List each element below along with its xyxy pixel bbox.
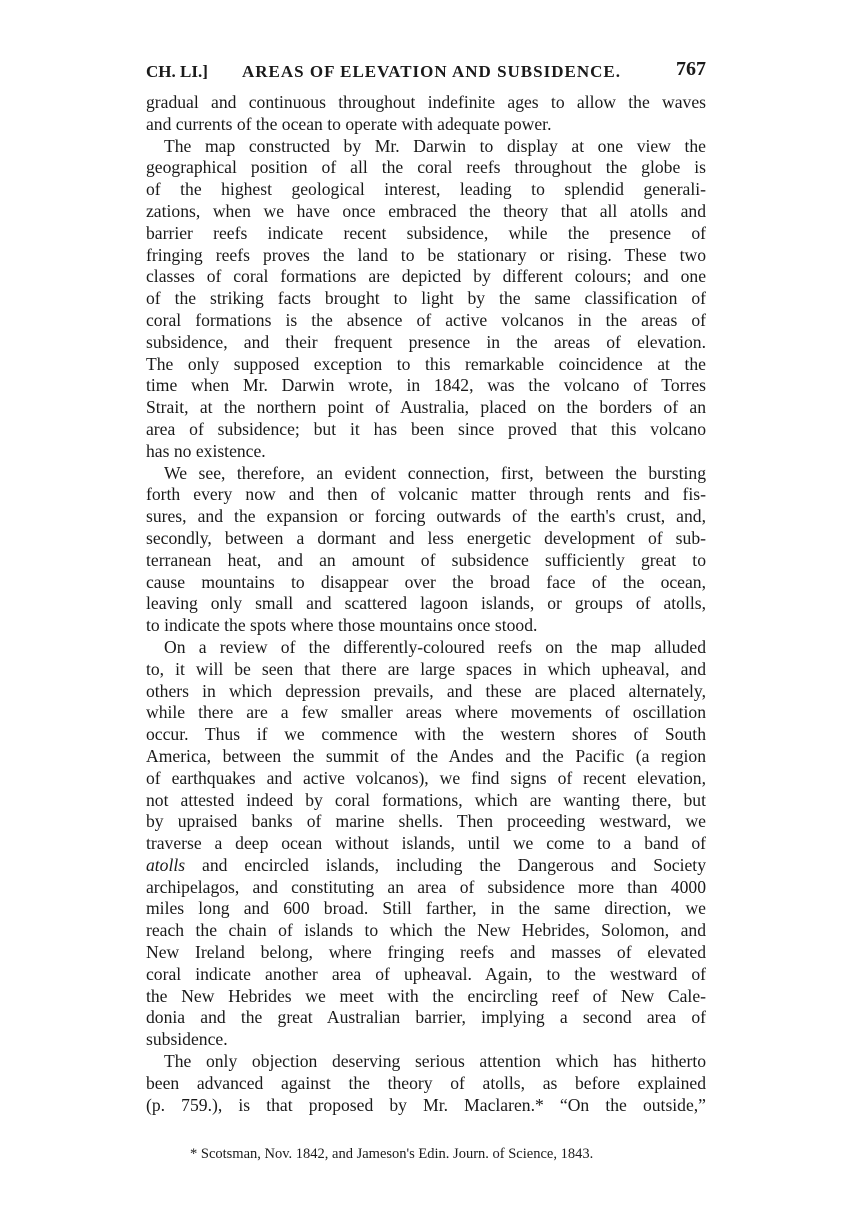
text-line: fringing reefs proves the land to be stationary or rising. These two [146,244,706,265]
text-line: The map constructed by Mr. Darwin to display at one view the [164,135,706,156]
text-line: gradual and continuous throughout indefinite ages to allow the waves [146,92,706,112]
text-line: reach the chain of islands to which the New Hebrides, Solomon, and [146,920,706,941]
text-line: zations, when we have once embraced the theory that all atolls and [146,200,706,221]
text-line: miles long and 600 broad. Still farther, in the same direction, we [146,898,706,919]
text-line: We see, therefore, an evident connection, first, between the bursting [164,462,706,483]
text-line: while there are a few smaller areas where movements of oscillation [146,702,706,723]
text-line: New Ireland belong, where fringing reefs and masses of elevated [146,942,706,963]
text-line: time when Mr. Darwin wrote, in 1842, was the volcano of Torres [146,375,706,396]
text-line: of earthquakes and active volcanos), we find signs of recent elevation, [146,767,706,788]
body-text [146,92,706,1116]
text-line: On a review of the differently-coloured reefs on the map alluded [164,636,706,657]
text-line: subsidence, and their frequent presence in the areas of elevation. [146,331,706,352]
text-line: area of subsidence; but it has been since proved that this volcano [146,418,706,439]
text-line: to, it will be seen that there are large spaces in which upheaval, and [146,658,706,679]
text-line: sures, and the expansion or forcing outwards of the earth's crust, and, [146,506,706,527]
page-number: 767 [676,58,706,80]
text-line: others in which depression prevails, and these are placed alternately, [146,680,706,701]
text-line: barrier reefs indicate recent subsidence, while the presence of [146,222,706,243]
italic-term: atolls [146,854,186,875]
text-line: coral formations is the absence of active volcanos in the areas of [146,309,706,330]
text-line: coral indicate another area of upheaval. Again, to the westward of [146,963,706,984]
text-line: The only objection deserving serious attention which has hitherto [164,1051,706,1072]
text-line: forth every now and then of volcanic matter through rents and fis- [146,484,706,505]
text-line: geographical position of all the coral reefs throughout the globe is [146,157,706,178]
text-line: donia and the great Australian barrier, implying a second area of [146,1007,706,1028]
chapter-label: CH. LI.] [146,62,208,81]
text-line: Strait, at the northern point of Australia, placed on the borders of an [146,397,706,418]
text-line: atolls and encircled islands, including the Dangerous and Society [146,854,706,875]
text-line: leaving only small and scattered lagoon islands, or groups of atolls, [146,593,706,614]
text-line: to indicate the spots where those mountains once stood. [146,615,538,636]
text-line: terranean heat, and an amount of subsidence sufficiently great to [146,549,706,570]
text-line: not attested indeed by coral formations, which are wanting there, but [146,789,706,810]
text-line: by upraised banks of marine shells. Then proceeding westward, we [146,811,706,832]
text-line: (p. 759.), is that proposed by Mr. Maclaren.* “On the outside,” [146,1094,706,1115]
text-line: cause mountains to disappear over the broad face of the ocean, [146,571,706,592]
running-header [146,58,706,88]
text-line: of the highest geological interest, leading to splendid generali- [146,179,706,200]
text-line: America, between the summit of the Andes and the Pacific (a region [146,745,706,766]
text-line: secondly, between a dormant and less energetic development of sub- [146,527,706,548]
text-line: archipelagos, and constituting an area of subsidence more than 4000 [146,876,706,897]
footnote: * Scotsman, Nov. 1842, and Jameson's Edin. Journ. of Science, 1843. [190,1146,594,1162]
text-line: been advanced against the theory of atolls, as before explained [146,1072,706,1093]
text-line: has no existence. [146,440,266,461]
text-line: The only supposed exception to this remarkable coincidence at the [146,353,706,374]
text-line: the New Hebrides we meet with the encircling reef of New Cale- [146,985,706,1006]
text-line: occur. Thus if we commence with the western shores of South [146,724,706,745]
text-line: subsidence. [146,1029,228,1050]
text-line: of the striking facts brought to light by the same classification of [146,288,706,309]
text-line: and currents of the ocean to operate with adequate power. [146,113,552,134]
text-line: classes of coral formations are depicted by different colours; and one [146,266,706,287]
text-line: traverse a deep ocean without islands, until we come to a band of [146,833,706,854]
running-title: AREAS OF ELEVATION AND SUBSIDENCE. [242,62,621,81]
